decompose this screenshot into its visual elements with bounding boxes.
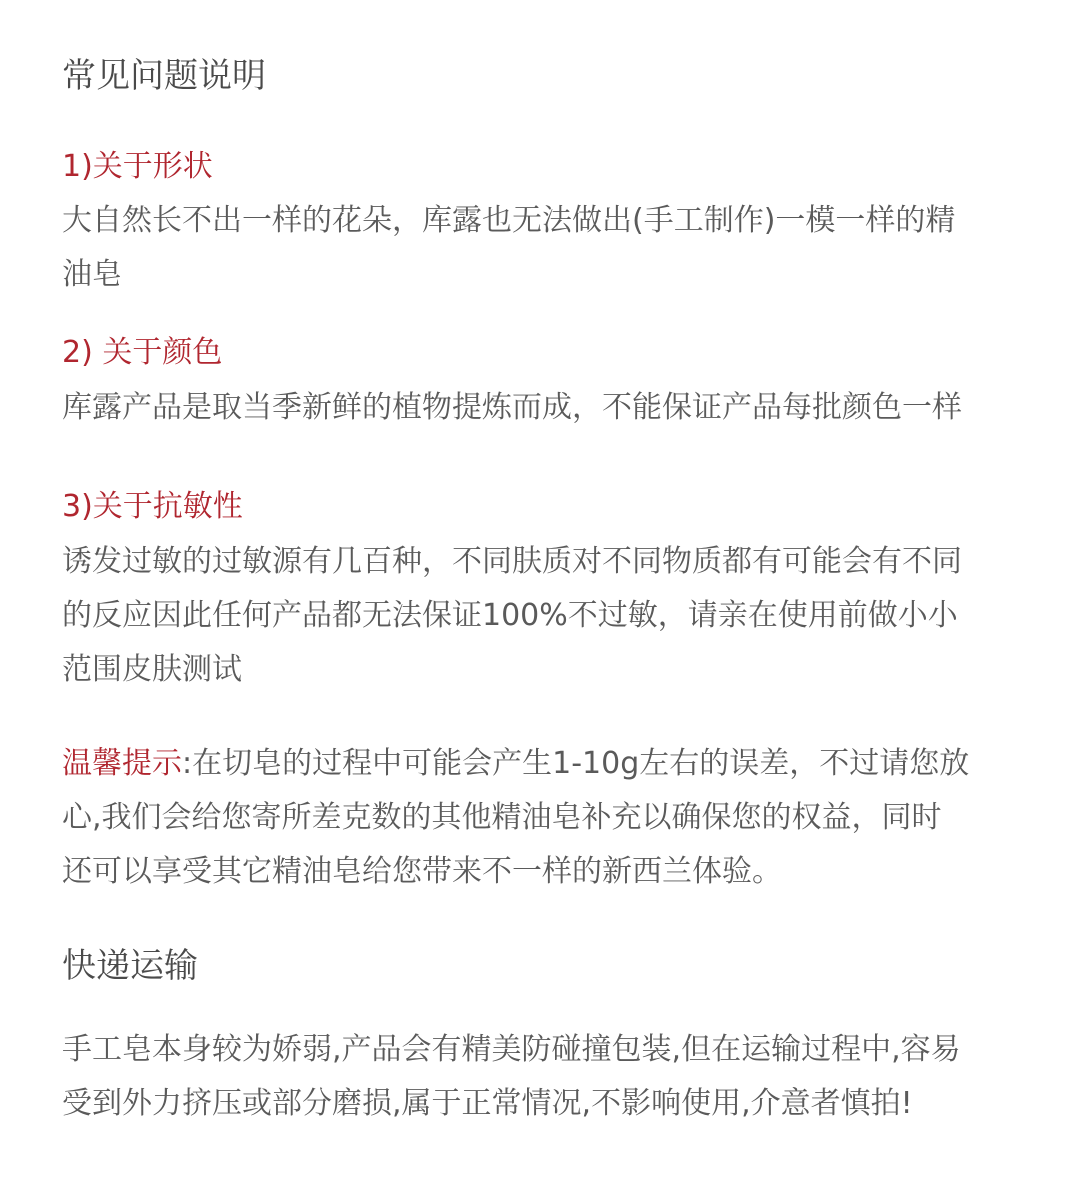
shipping-text-line: 手工皂本身较为娇弱,产品会有精美防碰撞包装,但在运输过程中,容易 — [62, 1032, 961, 1067]
allergy-text-line: 的反应因此任何产品都无法保证100%不过敏，请亲在使用前做小小 — [62, 598, 958, 633]
allergy-section-title: 3)关于抗敏性 — [62, 489, 243, 524]
color-section-text — [62, 381, 1037, 435]
shape-text-line: 油皂 — [62, 257, 122, 292]
shape-section-text — [62, 194, 1037, 302]
shipping-text-line: 受到外力挤压或部分磨损,属于正常情况,不影响使用,介意者慎拍! — [62, 1086, 913, 1121]
shipping-title: 快递运输 — [62, 946, 198, 986]
tip-section-text — [62, 737, 1037, 899]
tip-text-line: 心,我们会给您寄所差克数的其他精油皂补充以确保您的权益，同时 — [62, 800, 942, 835]
allergy-section-text — [62, 535, 1037, 697]
tip-text-line: 还可以享受其它精油皂给您带来不一样的新西兰体验。 — [62, 854, 782, 889]
shape-text-line: 大自然长不出一样的花朵，库露也无法做出(手工制作)一模一样的精 — [62, 203, 956, 238]
shape-section-title: 1)关于形状 — [62, 149, 213, 184]
color-section-title: 2) 关于颜色 — [62, 335, 223, 370]
tip-text-line — [62, 737, 1037, 791]
shipping-section-text — [62, 1023, 1037, 1131]
allergy-text-line: 范围皮肤测试 — [62, 652, 242, 687]
allergy-text-line: 诱发过敏的过敏源有几百种，不同肤质对不同物质都有可能会有不同 — [62, 544, 962, 579]
tip-label: 温馨提示 — [62, 746, 182, 781]
tip-text-first-line: :在切皂的过程中可能会产生1-10g左右的误差，不过请您放 — [182, 746, 970, 781]
faq-title: 常见问题说明 — [62, 56, 266, 96]
color-text-line: 库露产品是取当季新鲜的植物提炼而成，不能保证产品每批颜色一样 — [62, 390, 962, 425]
